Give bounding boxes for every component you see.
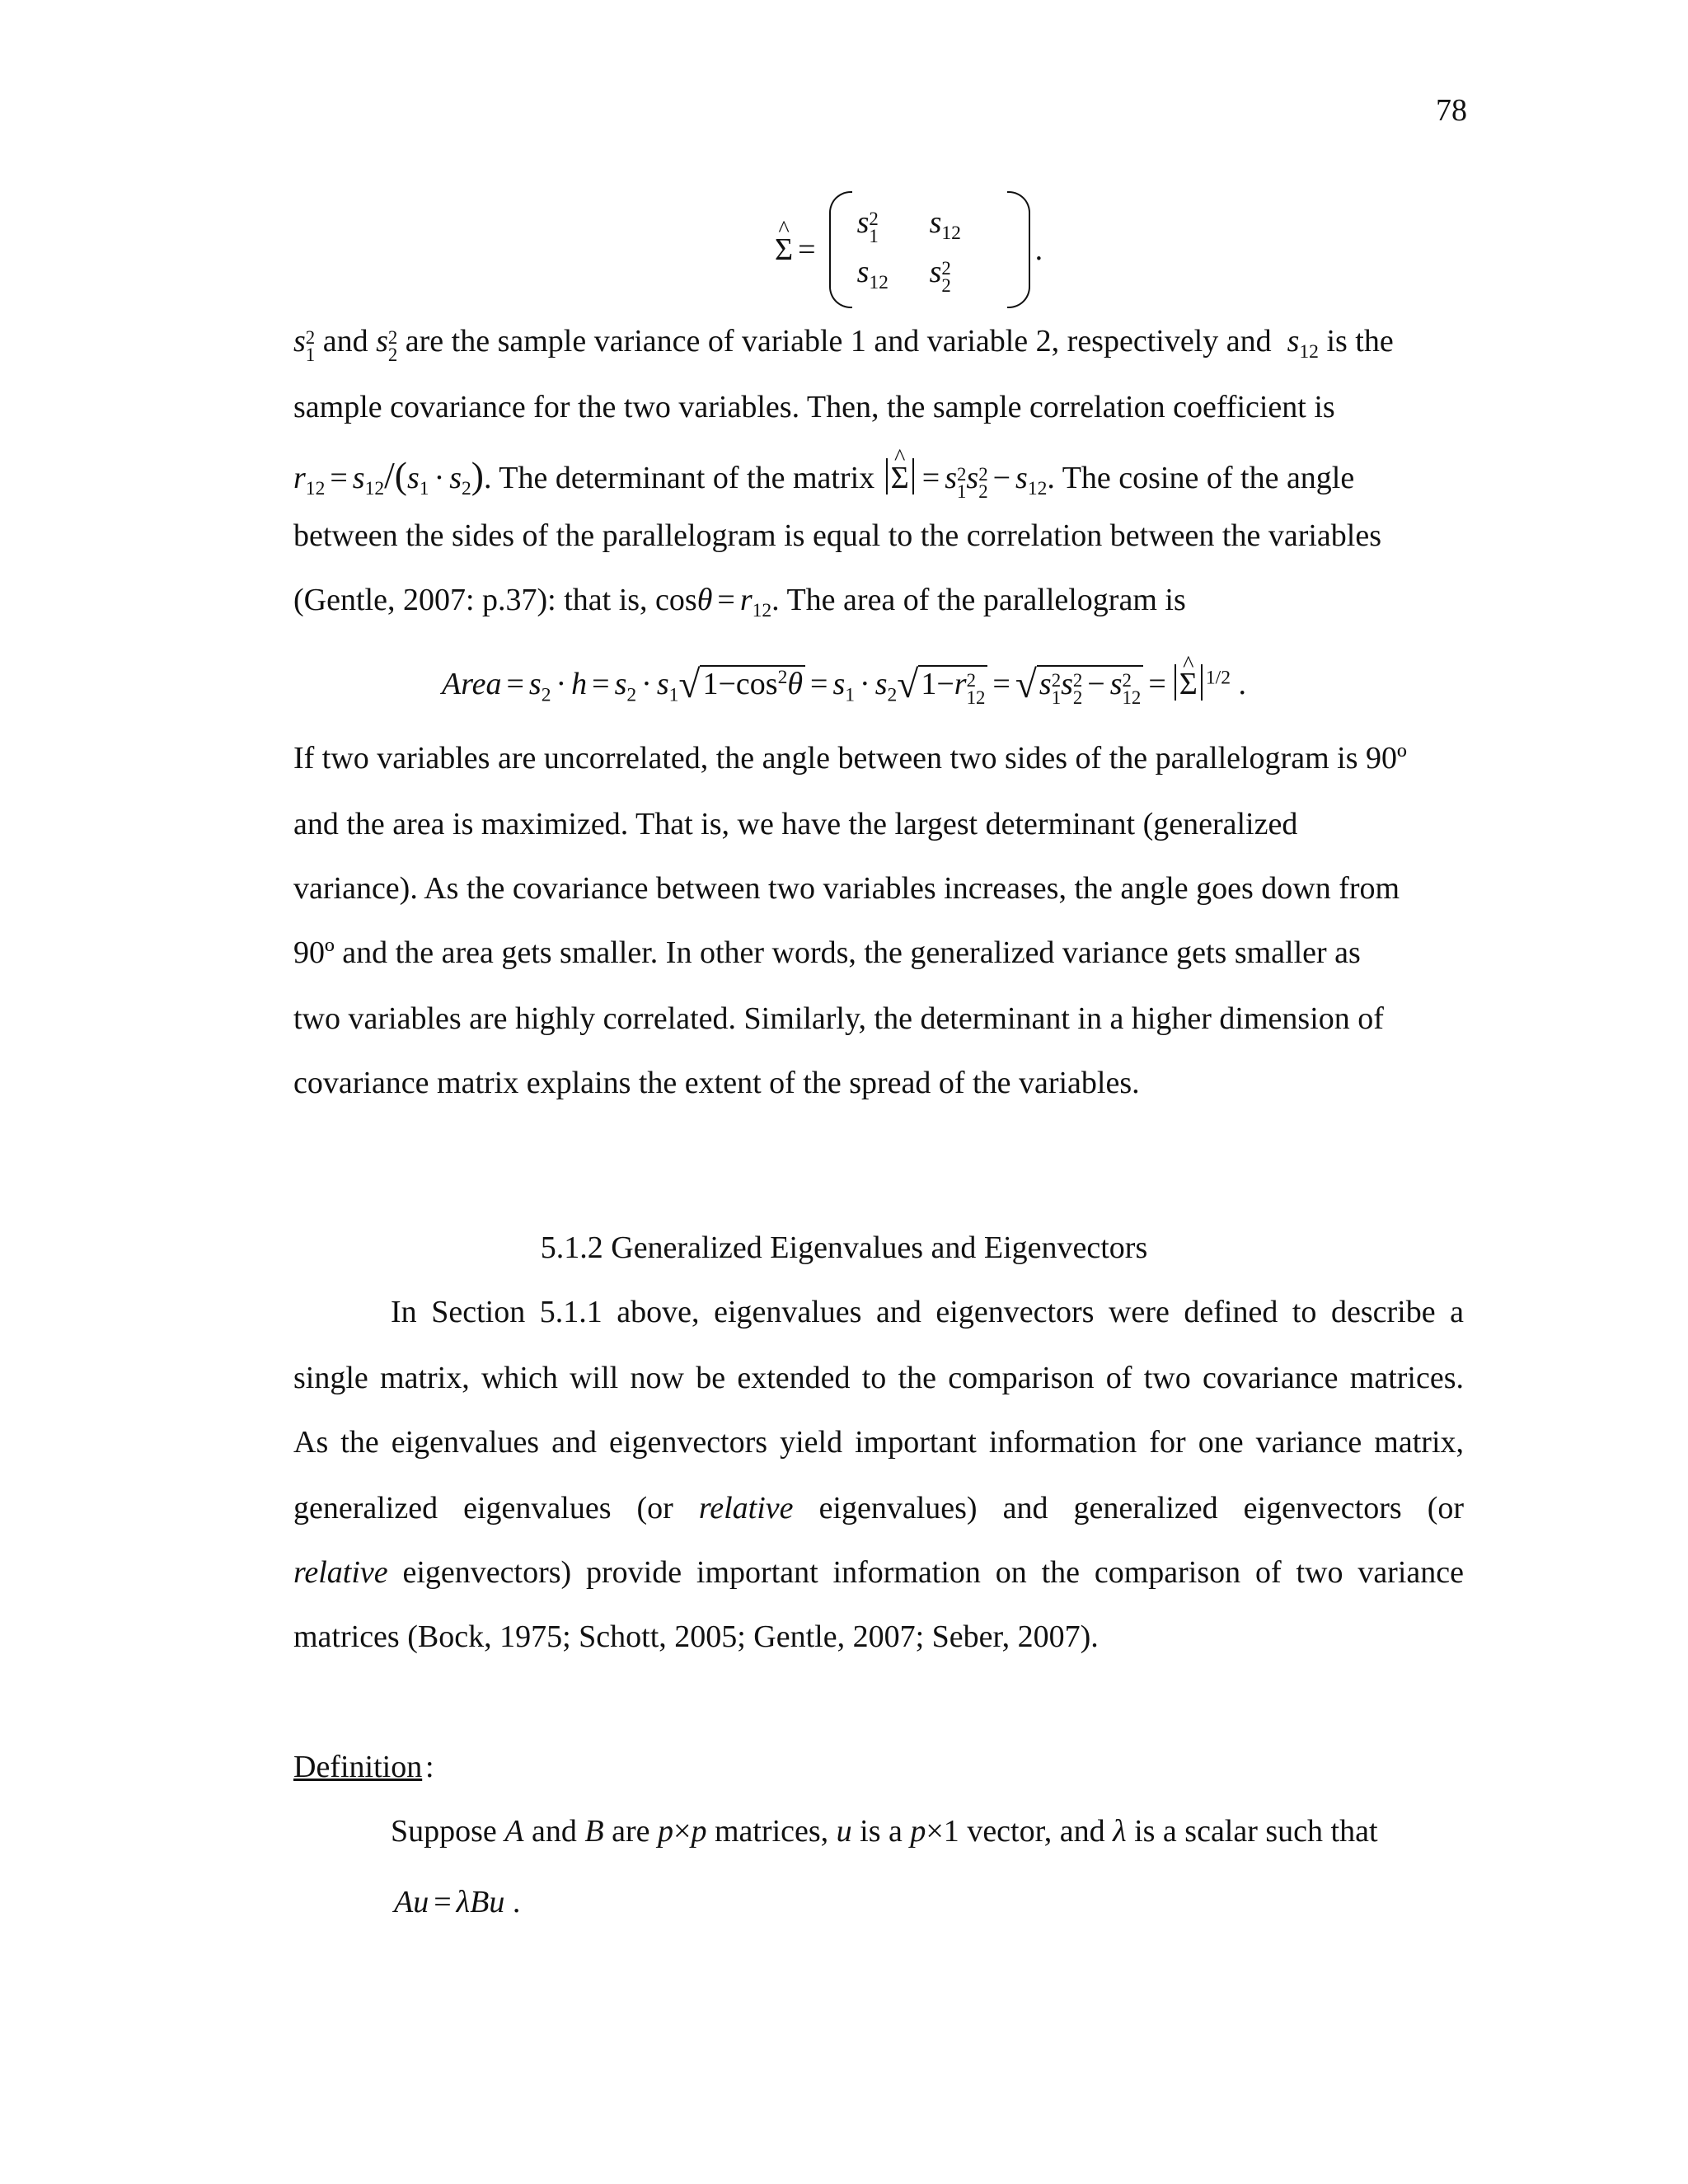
paragraph-line: matrices (Bock, 1975; Schott, 2005; Gentle, 2007; Seber, 2007). bbox=[293, 1619, 1099, 1654]
intro-text: . The area of the parallelogram is bbox=[771, 583, 1186, 617]
paragraph-line: variance). As the covariance between two variables increases, the angle goes down from bbox=[293, 871, 1400, 906]
paragraph-line: If two variables are uncorrelated, the angle between two sides of the parallelogram is 90º bbox=[293, 741, 1407, 776]
paragraph-line: two variables are highly correlated. Similarly, the determinant in a higher dimension of bbox=[293, 1001, 1384, 1036]
covariance-matrix-equation: ^ Σ = s 2 1 $s_{12}$ $s_{12}$ s 2 2 . bbox=[775, 191, 1043, 308]
intro-text: . The cosine of the angle bbox=[1047, 461, 1355, 495]
intro-text: (Gentle, 2007: p.37): that is, bbox=[293, 583, 648, 617]
paragraph-line: 90º and the area gets smaller. In other words, the generalized variance gets smaller as bbox=[293, 935, 1361, 970]
paragraph-line: In Section 5.1.1 above, eigenvalues and eigenvectors were defined to describe a bbox=[391, 1295, 1464, 1329]
left-parenthesis bbox=[829, 191, 852, 308]
intro-text: sample covariance for the two variables. Then, the sample correlation coefficient is bbox=[293, 390, 1335, 424]
paragraph-line: generalized eigenvalues (or relative eigenvalues) and generalized eigenvectors (or bbox=[293, 1491, 1464, 1526]
eigen-equation: Au = λBu . bbox=[394, 1885, 521, 1919]
definition-label: Definition bbox=[293, 1750, 423, 1784]
paragraph-line: As the eigenvalues and eigenvectors yield important information for one variance matrix, bbox=[293, 1425, 1464, 1460]
paragraph-line: and the area is maximized. That is, we have the largest determinant (generalized bbox=[293, 807, 1298, 841]
paragraph-line: single matrix, which will now be extended to the comparison of two covariance matrices. bbox=[293, 1361, 1464, 1395]
intro-text: . The determinant of the matrix bbox=[483, 461, 875, 495]
paragraph-line: relative eigenvectors) provide important information on the comparison of two variance bbox=[293, 1555, 1464, 1590]
page-number: 78 bbox=[1436, 93, 1467, 128]
intro-text: are the sample variance of variable 1 and variable 2, respectively and bbox=[405, 324, 1272, 359]
section-heading: 5.1.2 Generalized Eigenvalues and Eigenvectors bbox=[540, 1230, 1148, 1265]
right-parenthesis bbox=[1007, 191, 1030, 308]
paragraph-line: covariance matrix explains the extent of the spread of the variables. bbox=[293, 1066, 1140, 1100]
intro-text: is the bbox=[1326, 324, 1394, 359]
intro-text: between the sides of the parallelogram is equal to the correlation between the variables bbox=[293, 518, 1381, 553]
definition-colon: : bbox=[425, 1750, 434, 1784]
covariance-matrix: s 2 1 $s_{12}$ $s_{12}$ s 2 2 bbox=[856, 205, 961, 297]
definition-body: Suppose A and B are p×p matrices, u is a p×1 vector, and λ is a scalar such that bbox=[391, 1814, 1378, 1849]
area-equation: Area = $s_2 \cdot h = s_2 \cdot s_1√1-\cos^2\theta = s_1 \cdot s_2√1-r$ 2 12 = √s 2 1 s 2 2 − s 2 12 =^ Σ $^{1/2}$ . bbox=[442, 663, 1246, 707]
